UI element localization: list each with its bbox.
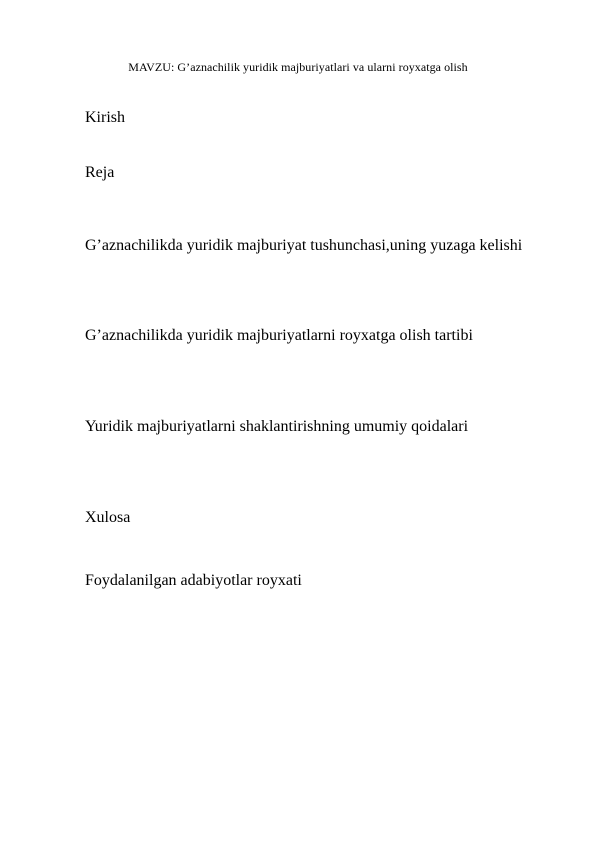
outline-item-xulosa: Xulosa [85, 509, 131, 526]
outline-item-reja: Reja [85, 164, 115, 181]
outline-item-registration: G’aznachilikda yuridik majburiyatlarni royxatga olish tartibi [85, 327, 473, 344]
document-title: MAVZU: G’aznachilik yuridik majburiyatlari va ularni royxatga olish [128, 60, 468, 74]
outline-item-general-rules: Yuridik majburiyatlarni shaklantirishning umumiy qoidalari [85, 418, 469, 435]
outline-item-kirish: Kirish [85, 109, 125, 126]
outline-item-concept: G’aznachilikda yuridik majburiyat tushunchasi,uning yuzaga kelishi [85, 237, 523, 254]
outline-item-references: Foydalanilgan adabiyotlar royxati [85, 572, 302, 589]
